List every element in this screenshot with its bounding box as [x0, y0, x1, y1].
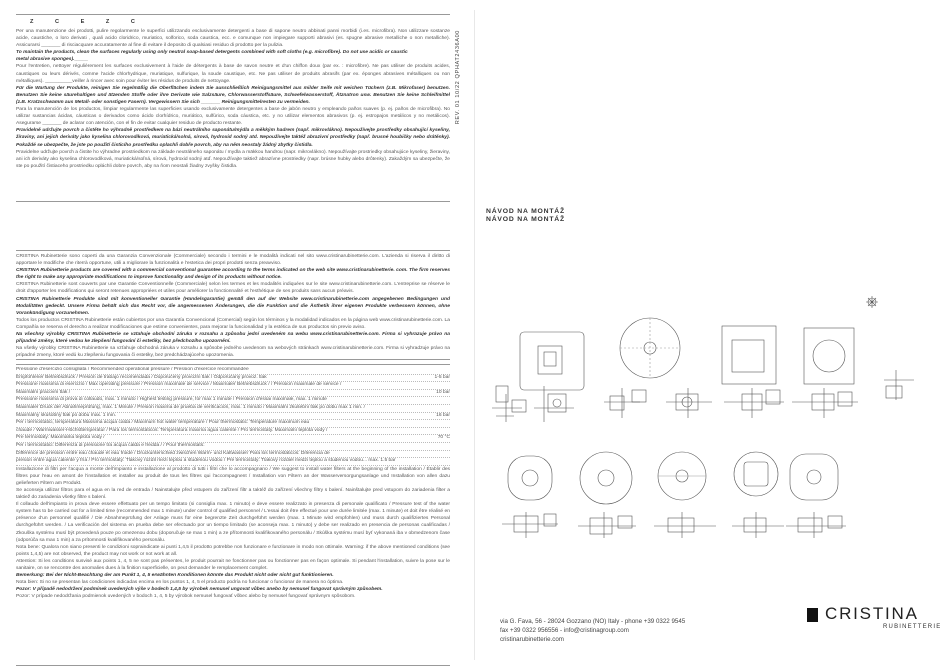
spec-row [16, 428, 450, 436]
spec-table [16, 367, 450, 466]
install-paragraph: Attention: Si les conditions susvisé aux points 1, 4, 5 ne sont pas présentes, le produit pourrait ne fonctionner pas ou fonctionner pas en façon optimale. Si pendant l'installation, suivre la pose sur le sanitaire, on se rencontre des anomalies dues à la finition superficielle, on peut demander le remplacement complet. [16, 558, 450, 572]
warranty-paragraph: CRISTINA Rubinetterie products are covered with a commercial conventional guarantee according to the terms indicated on the web site www.cristinarubinetterie. com. The firm reserves the right to make any appropriate modifications to improve functionality and design of its products without notice. [16, 268, 450, 281]
page-divider [474, 10, 475, 660]
warranty-paragraph: Todos los productos CRISTINA Rubinetterie están cubiertos por una Garantía Convencional (Comercial) según los términos y la modalidad indicados en la página web www.cristinarubinetterie.com. La Compañía se reserva el derecho a realizar modificaciones que estime convenientes, para mejorar la funcionalidad y la estética de sus productos sin previo aviso. [16, 317, 450, 330]
drawing-side-view-10 [732, 512, 784, 538]
spec-value [446, 443, 450, 450]
brand-mark-icon [807, 608, 818, 622]
warranty-paragraph: Na všetky výrobky CRISTINA Rubinetterie sa vzťahuje obchodná záruka v rozsahu a spôsobe jedného uvedenom na webových stránkach www.cristinarubinetterie.com. Firma si vyhradzuje právo na prípadné zmeny, ktoré vedú ku zlepšeniu fungovania či estetiky, bez predchádzajúceho upozornenia. [16, 346, 450, 359]
install-paragraph: Installazione di filtri per l'acqua a monte dell'impianto e installazione al prodotto di tutti i filtri che lo accompagnano / We suggest to install water filters at the beginning of the installation / Établir des filtres pour l'eau en amont de l'installation et installer au produit de tous les filtres qui l'accompagnent / Installation von Filtern an der Wasserversorgungsanlage und Installation von allen dazu gelieferten Filtern am Produkt. [16, 466, 450, 486]
spec-value: 70 °C [437, 435, 450, 441]
heading-letter: Z [105, 19, 113, 25]
drawing-side-view-5 [724, 388, 784, 418]
instruction-title [486, 208, 565, 224]
care-paragraph: Para la manutención de los productos, limpiar regularmente las superficies usando exclusivamente detergentes a base de jabón neutro y empleando paños suaves (p. ej. paños de microfibra). No utilizar sustancias ácidas, cáusticas o derivados como ácido clorhídrico, muriático, sulfúrico, soda cáustica, etc. y no utilizar elementos abrasivos (p. ej. estropajos metálicos y no metálicos). Asegurarse _______ de aclarar con atención, con el fin de evitar cualquier residuo de producto restante. [16, 107, 450, 127]
care-paragraph: To maintain the products, clean the surfaces regularly using only neutral soap-based detergents combined with soft cloths (e.g. microfibre). Do not use acidic or caustic [16, 50, 408, 56]
drawing-side-view-3 [604, 388, 646, 418]
drawing-side-view-11 [786, 512, 846, 538]
warranty-text-list [16, 253, 450, 359]
spec-label: Per i termostatici: Differenza di pressione tra acqua calda e fredda / / Pour thermostats: [16, 442, 205, 448]
revision-code [455, 30, 467, 150]
heading-letter: E [80, 19, 88, 25]
spec-row [16, 451, 450, 459]
care-paragraph: Pour l'entretien, nettoyer régulièrement les surfaces exclusivement à l'aide de détergents à base de savon neutre et d'un chiffon doux (par ex. : microfibre). Ne pas utiliser de produits acides, caustiques ou leurs dérivés, comme l'acide chlorhydrique, muriatique, sulfurique, la soude caustique, etc. Ne pas utiliser de produits abrasifs (par ex. éponges abrasives métalliques ou non métalliques). __________veiller à rincer avec soin pour éviter les résidus de produits de nettoyage. [16, 64, 450, 84]
care-paragraph: Für die Wartung der Produkte, reinigen Sie regelmäßig die Oberflächen indem Sie ausschließlich Reinigungsmittel aus milder Seife mit weichen Tüchern (z.B. Mikrofaser) benutzen. Benutzen Sie keine säurehaltigen und ätzenden Stoffe oder ihre Derivate wie Salzsäure, Chlorwasserstoffsäure, Schwefelwasserstoff, Ätznatron usw. Benutzen Sie keine Schleifmittel (z.B. Kratzschwamm aus Metall- oder sonstigen Fasern). Vergewissern Sie sich _______ Reinigungsmittelresten zu vermeiden. [16, 85, 450, 105]
drawing-side-view-4 [666, 388, 712, 418]
spec-row [16, 397, 450, 405]
contact-block [500, 617, 685, 644]
spec-label: Maximální pracovní tlak / [16, 389, 71, 395]
spec-value: 10 bar [436, 389, 450, 395]
drawing-square-plate [520, 332, 584, 390]
spec-label: Pressione massima di esercizio / Max operating pressure / Pression maximale de service / Maximaler Betriebsdruck / / Pression maximale de service / [16, 382, 342, 388]
spec-row [16, 413, 450, 421]
spec-row [16, 375, 450, 383]
spec-row [16, 435, 450, 443]
heading-letter: C [54, 19, 63, 25]
spec-label: Pre termostaty: Maximálna teplota vody / [16, 435, 105, 441]
install-paragraph: Bemerkung: Bei der Nicht-Beachtung der am Punkt 1, 4, 5 erwähnten Konditionen könnte das Produkt nicht oder nicht gut funktionieren. [16, 573, 334, 579]
spec-label: Maximaler Druck der Abnahmeprüfung, max. 1 Minute / Presión máxima de prueba de verificación, máx. 1 minuto / Maximální zkušební tlak po dobu max 1 min. / [16, 404, 366, 410]
spec-label: Maximálny skúšobný tlak po dobu max. 1 min. [16, 412, 117, 418]
warranty-paragraph: CRISTINA Rubinetterie sont couverts par une Garantie Conventionnelle (Commerciale) selon les termes et les modalités indiquées sur le site www.cristinarubinetterie.com. L'entreprise se réserve le droit d'apporter les modifications qui seront retenues appropriées et utiles pour améliorer la fonctionnalité et l'esthétique de ses produits sans aucun préavis. [16, 282, 450, 295]
spec-value [446, 420, 450, 427]
spec-value: 16 bar [436, 412, 450, 418]
drawing-square-plate-2 [722, 326, 776, 384]
drawing-side-view-9 [654, 512, 716, 538]
contact-line: fax +39 0322 956556 - info@cristinagroup.com [500, 627, 629, 634]
drawing-round-plate-4 [658, 452, 706, 500]
care-section [16, 14, 450, 202]
warranty-section [16, 250, 450, 360]
install-text-list [16, 466, 450, 601]
care-paragraph: Pravidelně udržujte povrch a čistěte ho výhradně prostředkem na bázi neutrálního saponátu/mýdla a měkkým hadrem (např. mikrovlákno). Nepoužívejte prostředky obsahující kyseliny, žíraviny, ani jejich deriváty jako kyselina chlorovodíková, muriatická/solná, sírová, hydroxid sodný atd. Nepoužívejte taktéž abrazivní prostředky (např. brusné houbičky nebo drátěnky). Pokaždé se ubezpečte, že jste po použití čisticího prostředku oplachli dobře povrch, aby na něm neostaly žádný zbytky čistidla. [16, 128, 450, 148]
drawing-round-plate-5 [734, 452, 778, 496]
install-paragraph: Se aconseja utilizar filtros para el agua en la red de entrada / Nainstalujte před vstupem do zařízení filtr a taktéž do zařízení všechny filtry s balení. Nainštalujte pred vstupom do zariadenia filter a taktiež do zariadenia všetky filtre s balení. [16, 488, 450, 501]
drawing-round-plate-2 [508, 456, 552, 500]
drawing-side-view-1 [492, 386, 526, 422]
drawing-side-view-6 [792, 370, 914, 418]
spec-value [446, 451, 450, 458]
brand-name: CRISTINA [825, 604, 919, 623]
install-paragraph: Nota bene: Qualora non siano presenti le condizioni sopraindicate ai punti 1,4,5 il prodotto potrebbe non funzionare e funzionare in modo non ottimale. Warning: if the above mentioned conditions (see points 1,4,5) are not observed, the product may not work or not work at all. [16, 544, 450, 557]
install-paragraph: Nota bien: Si no se presentan las condiciones indicadas encima en los puntos 1, 4, 5 el producto podría no funcionar o funcionar de manera no óptima. [16, 580, 344, 586]
care-paragraph: Pravidelne udržujte povrch a čistite ho výhradne prostriedkom na základe neutrálneho saponátu / mydla a mäkkou handrou (napr. mikrovlákno). Nepoužívajte prostriedky obsahujúce kyseliny, žieraviny, ani ich deriváty ako kyselina chlorovodíková, muriatická/soľná, sírová, hydroxid sodný atď. Nepoužívajte taktiež abrazívne prostriedky (napr. brúsne hubky alebo drôtenky). Zakaždým sa ubezpečte, že ste po použití čistiaceho prostriedku opláchli dobre povrch, aby na ňom neostali žiadny zvyšky čistidla. [16, 149, 450, 169]
spec-row [16, 458, 450, 466]
spec-label: Pressione d'esercizio consigliata / Recommended operational pressure / Pression d'exercice recommandée [16, 367, 249, 372]
install-paragraph: Pozor: V případě nedodržení podmínek uvedených výše v bodech 1,4,5 by výrobek nemusel ungovat vůbec anebo by nemusel fungovat správným způsobem. [16, 587, 383, 593]
spec-value [446, 458, 450, 465]
finish-symbol-icon [866, 296, 878, 308]
spec-value [446, 428, 450, 435]
install-paragraph: Pozor: V prípade nedodržania podmienok uvedených v bodoch 1, 4, 5 by výrobok nemusel fungovať vôbec alebo by nemusel fungovať správnym spôsobom. [16, 594, 356, 600]
spec-value [446, 382, 450, 389]
product-drawings [486, 290, 932, 580]
spec-label: Pressione massima di prova di collaudo, max. 1 minuto / Highest testing pressure, for max 1 minute / Pression d'essai maximale, max. 1 minute [16, 397, 327, 403]
spec-row [16, 443, 450, 451]
contact-line: via G. Fava, 56 - 28024 Gozzano (NO) Italy - phone +39 0322 9545 [500, 618, 686, 625]
spec-label: presión entre agua caliente y fría / Pro termostaty: Tlakový rozdíl mezi teplou a studenou vodou / Pre termostaty: Tlakový rozdiel medzi teplou a studenou vodou... max. 1.5 bar [16, 458, 396, 464]
drawing-round-handle [804, 328, 854, 384]
warranty-paragraph: CRISTINA Rubinetterie Produkte sind mit konventioneller Garantie (Handelsgarantie) gemäß den auf der Website www.cristinarubinetterie.com angegebenen Bedingungen und Modalitäten gedeckt. Unsere Firma behält sich das Recht vor, die angemessenen Änderungen, die die Funktion und die Ästhetik ihrer eigenen Produkte verbessern können, ohne Vorankündigung vorzunehmen. [16, 296, 450, 316]
spec-label: Différence de pression entre eau chaude et eau froide / Druckunterschied zwischen Warm- und Kaltwasser/ Para los termostáticos: Diferencia de [16, 450, 330, 456]
spec-label: Empfohlener Betriebsdruck / Presión de trabajo recomendada / Doporučený provozní tlak / Odporúčaný provoz. tlak [16, 374, 267, 380]
spec-row [16, 367, 450, 375]
title-line: NÁVOD NA MONTÁŽ [486, 216, 565, 223]
heading-letter: Z [30, 19, 37, 25]
spec-row [16, 390, 450, 398]
spec-label: chaude / Warmwasser-Höchsttemperatur / Para los termostáticos: Temperatura máxima agua caliente / Pro termostaty. Maximální teplota vody / [16, 427, 328, 433]
spec-row [16, 420, 450, 428]
care-paragraph: metal abrasive sponges)._____ [16, 57, 89, 63]
warranty-paragraph: Na všechny výrobky CRISTINA Rubinetterie se vztahuje obchodní záruka v rozsahu a způsobu jední uvedeném na webu www.cristinarubinetterie.com. Firma si vyhrazuje právo na případné změny, které vedou ke zlepšení fungování či estetiky, bez předchozího upozornění. [16, 332, 450, 345]
spec-value: 1-5 bar [434, 374, 450, 380]
contact-line: cristinarubinetterie.com [500, 636, 564, 643]
drawing-side-view-8 [578, 512, 636, 538]
drawing-round-plate-6 [790, 454, 838, 500]
revision-text: REV. 01 10/22 QPHAT2436A00 [455, 30, 461, 125]
brand-subtitle: RUBINETTERIE [883, 624, 942, 630]
drawing-side-view-2 [534, 386, 574, 422]
spec-value [446, 397, 450, 404]
care-paragraph: Per una manutenzione dei prodotti, pulire regolarmente le superfici utilizzando esclusivamente detergenti a base di sapone neutro abbinati panni morbidi (i.es. microfibra). Non utilizzare sostanze acide, caustiche, o loro derivati , quali acido cloridrico, muriatico, solforico, soda caustica, ecc. e comunque non impiegare supporti abrasivi (es. spugne abrasive metalliche o non metalliche). Assicurarsi _______ di risciacquare accuratamente al fine di evitare il deposito di qualsiasi residuo di prodotto per la pulizia. [16, 29, 450, 49]
spec-row [16, 382, 450, 390]
title-line: NÁVOD NA MONTÁŽ [486, 208, 565, 215]
spec-row [16, 405, 450, 413]
warranty-paragraph: CRISTINA Rubinetterie sono coperti da una Garanzia Convenzionale (Commerciale) secondo i termini e le modalità indicati nel sito www.cristinarubinetterie.com. L'azienda si riserva il diritto di apportare le modifiche che riterrà opportune, utili a migliorare la funzionalità e l'estetica dei propri prodotti senza preavviso. [16, 254, 450, 267]
drawing-side-view-7 [502, 512, 558, 538]
specs-section [16, 364, 450, 666]
spec-value [446, 367, 450, 374]
care-text-list [16, 28, 450, 170]
install-paragraph: Il collaudo dell'impianto in prova deve essere effettuato per un tempo limitato (si consiglia max. 1 minuto) e deve essere realizzato in presenza di personale qualificato / Pressure test of the water system has to be carried out for a limited time (recommended max 1 minute) under control of qualified personnel / L'essai doit être effectué pour une durée limitée (max. 1 minute) et doit être réalisé en présence d'un personnel qualifié / Die Abnahmeprüfung der Anlage muss für eine begrenzte Zeit durchgeführt werden (max. 1 Minute wird empfohlen) und muss durch qualifiziertes Personal durchgeführt werden. / La verificación del sistema en prueba debe ser efectuado por un tiempo limitado (se aconseja max. 1 minuto) y debe ser realizado en presencia de personas cualificadas / Zkouška systému musí být provedená pouze po omezenou dobu (doporučuje se max 1 min) a ze přítomnosti kvalifikovaného personálu / Skúška systému musí byť vykonaná iba v obmedzenom čase (odporúča sa max 1 min) a za prítomnosti kvalifikovaného personálu. [16, 502, 450, 543]
spec-value [446, 405, 450, 412]
drawing-round-plate-3 [580, 452, 632, 504]
drawing-round-plate [620, 318, 680, 378]
spec-label: Per i termostatici, temperatura Massima acqua calda / Maximum hot water temperature / Pour thermostatic: Température maximum eau [16, 420, 310, 426]
section-heading [16, 17, 450, 28]
heading-letter: C [130, 19, 138, 25]
